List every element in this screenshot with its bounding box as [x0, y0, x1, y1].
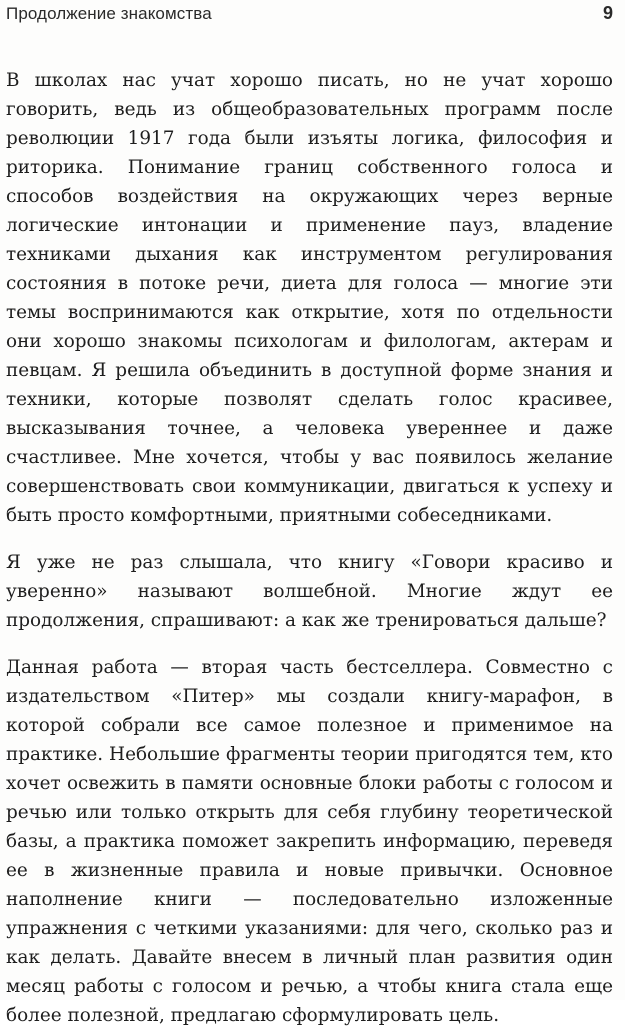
- paragraph-3: Данная работа — вторая часть бестселлера. Совместно с издательством «Питер» мы создали книгу-марафон, в которой собрали все самое полезное и применимое на практике. Небольшие фрагменты теории пригодятся тем, кто хочет освежить в памяти основные блоки работы с голосом и речью или только открыть для себя глубину теоретической базы, а практика поможет закрепить информацию, переведя ее в жизненные правила и новые привычки. Основное наполнение книги — последовательно изложенные упражнения с четкими указаниями: для чего, сколько раз и как делать. Давайте внесем в личный план развития один месяц работы с голосом и речью, а чтобы книга стала еще более полезной, предлагаю сформулировать цель.: [6, 657, 613, 1026]
- paragraph-1: В школах нас учат хорошо писать, но не учат хорошо говорить, ведь из общеобразовательных программ после революции 1917 года были изъяты логика, философия и риторика. Понимание границ собственного голоса и способов воздействия на окружающих через верные логические интонации и применение пауз, владение техниками дыхания как инструментом регулирования состояния в потоке речи, диета для голоса — многие эти темы воспринимаются как открытие, хотя по отдельности они хорошо знакомы психологам и филологам, актерам и певцам. Я решила объединить в доступной форме знания и техники, которые позволят сделать голос красивее, высказывания точнее, а человека увереннее и даже счастливее. Мне хочется, чтобы у вас появилось желание совершенствовать свои коммуникации, двигаться к успеху и быть просто комфортными, приятными собеседниками.: [6, 70, 613, 526]
- paragraph-2: Я уже не раз слышала, что книгу «Говори красиво и уверенно» называют волшебной. Многие ждут ее продолжения, спрашивают: а как же тренироваться дальше?: [6, 552, 613, 631]
- running-title: Продолжение знакомства: [6, 4, 212, 23]
- running-head: [0, 0, 625, 34]
- body-text: [6, 66, 613, 1030]
- page-number: 9: [602, 3, 613, 23]
